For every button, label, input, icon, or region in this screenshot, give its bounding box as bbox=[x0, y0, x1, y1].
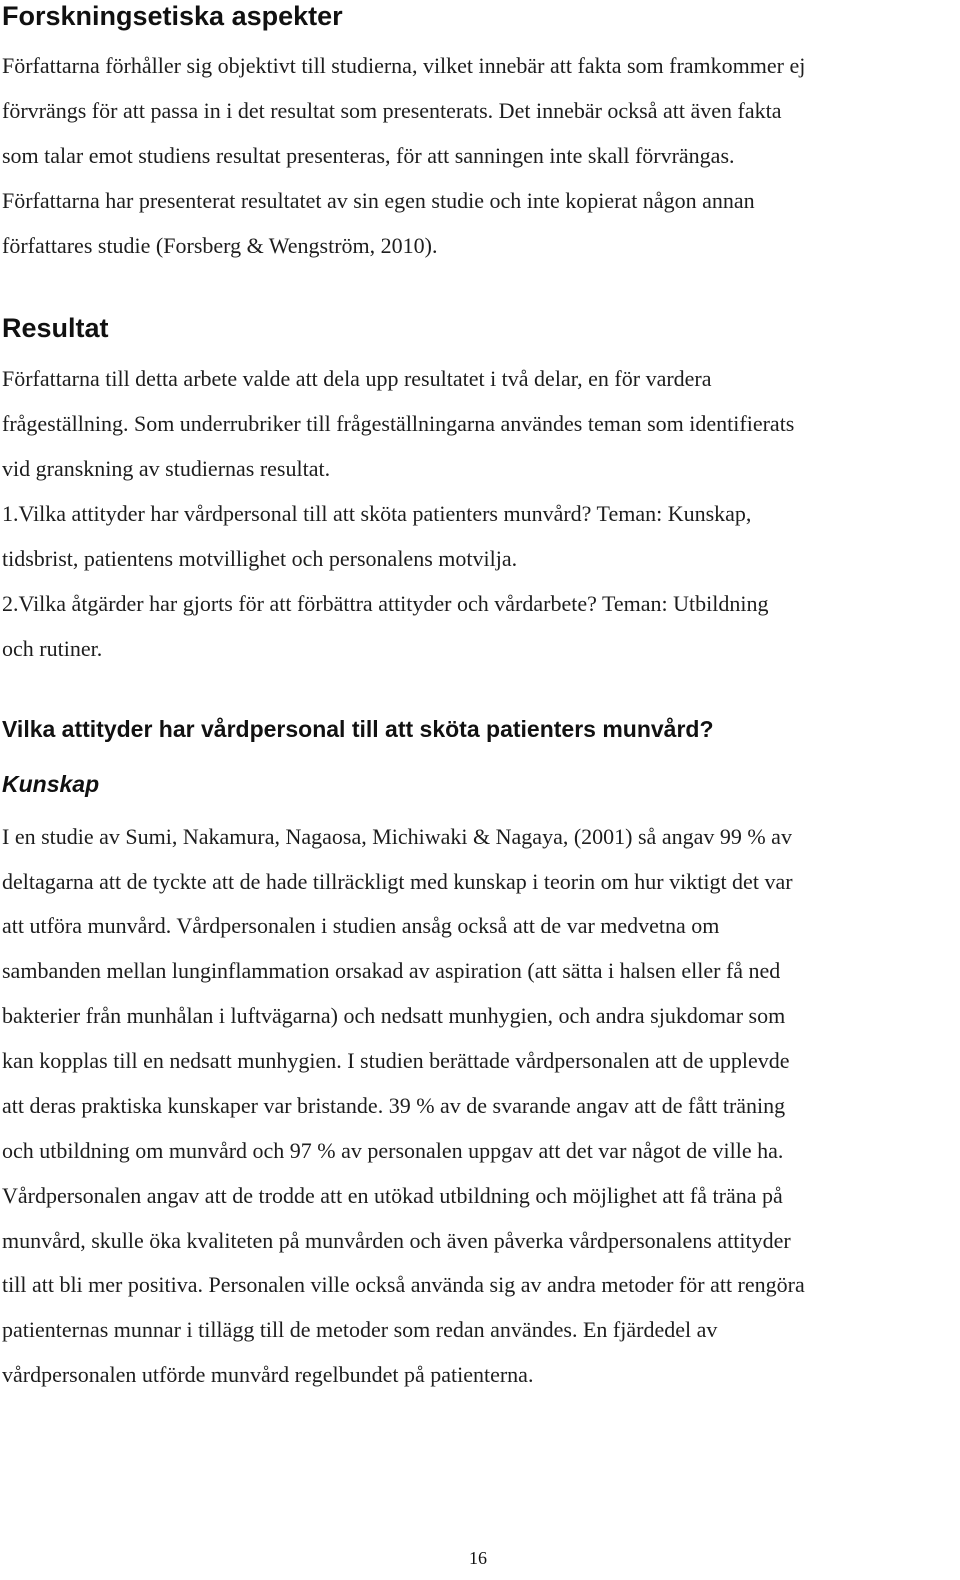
attitudes-line-2: deltagarna att de tyckte att de hade tillräckligt med kunskap i teorin om hur viktigt det var bbox=[2, 869, 793, 894]
section-heading-attitudes: Vilka attityder har vårdpersonal till att sköta patienters munvård? bbox=[2, 716, 714, 742]
page-number: 16 bbox=[469, 1548, 487, 1568]
attitudes-line-10: munvård, skulle öka kvaliteten på munvården och även påverka vårdpersonalens attityder bbox=[2, 1228, 791, 1253]
subheading-knowledge: Kunskap bbox=[2, 771, 100, 797]
result-line-5: tidsbrist, patientens motvillighet och personalens motvilja. bbox=[2, 546, 518, 571]
attitudes-line-3: att utföra munvård. Vårdpersonalen i studien ansåg också att de var medvetna om bbox=[2, 913, 720, 938]
ethics-line-4: Författarna har presenterat resultatet av sin egen studie och inte kopierat någon annan bbox=[2, 188, 755, 213]
ethics-line-5: författares studie (Forsberg & Wengström, 2010). bbox=[2, 233, 438, 258]
section-heading-result: Resultat bbox=[2, 313, 109, 343]
section-heading-ethics: Forskningsetiska aspekter bbox=[2, 1, 343, 31]
attitudes-line-6: kan kopplas till en nedsatt munhygien. I studien berättade vårdpersonalen att de upplevde bbox=[2, 1048, 790, 1073]
ethics-line-2: förvrängs för att passa in i det resultat som presenterats. Det innebär också att även fakta bbox=[2, 98, 782, 123]
attitudes-line-7: att deras praktiska kunskaper var bristande. 39 % av de svarande angav att de fått träning bbox=[2, 1093, 786, 1118]
attitudes-line-1: I en studie av Sumi, Nakamura, Nagaosa, Michiwaki & Nagaya, (2001) så angav 99 % av bbox=[2, 824, 792, 849]
attitudes-line-9: Vårdpersonalen angav att de trodde att en utökad utbildning och möjlighet att få träna på bbox=[2, 1183, 783, 1208]
ethics-line-1: Författarna förhåller sig objektivt till studierna, vilket innebär att fakta som framkommer ej bbox=[2, 53, 806, 78]
result-line-1: Författarna till detta arbete valde att dela upp resultatet i två delar, en för vardera bbox=[2, 366, 712, 391]
attitudes-line-13: vårdpersonalen utförde munvård regelbundet på patienterna. bbox=[2, 1362, 534, 1387]
attitudes-line-4: sambanden mellan lunginflammation orsakad av aspiration (att sätta i halsen eller få ned bbox=[2, 958, 781, 983]
attitudes-line-12: patienternas munnar i tillägg till de metoder som redan användes. En fjärdedel av bbox=[2, 1317, 718, 1342]
ethics-line-3: som talar emot studiens resultat presenteras, för att sanningen inte skall förvrängas. bbox=[2, 143, 735, 168]
result-line-4: 1.Vilka attityder har vårdpersonal till att sköta patienters munvård? Teman: Kunskap, bbox=[2, 501, 752, 526]
attitudes-line-5: bakterier från munhålan i luftvägarna) och nedsatt munhygien, och andra sjukdomar som bbox=[2, 1003, 786, 1028]
attitudes-line-11: till att bli mer positiva. Personalen ville också använda sig av andra metoder för att rengöra bbox=[2, 1272, 805, 1297]
result-line-6: 2.Vilka åtgärder har gjorts för att förbättra attityder och vårdarbete? Teman: Utbildning bbox=[2, 591, 769, 616]
result-line-3: vid granskning av studiernas resultat. bbox=[2, 456, 331, 481]
attitudes-line-8: och utbildning om munvård och 97 % av personalen uppgav att det var något de ville ha. bbox=[2, 1138, 784, 1163]
result-line-7: och rutiner. bbox=[2, 636, 103, 661]
result-line-2: frågeställning. Som underrubriker till frågeställningarna användes teman som identifierats bbox=[2, 411, 795, 436]
